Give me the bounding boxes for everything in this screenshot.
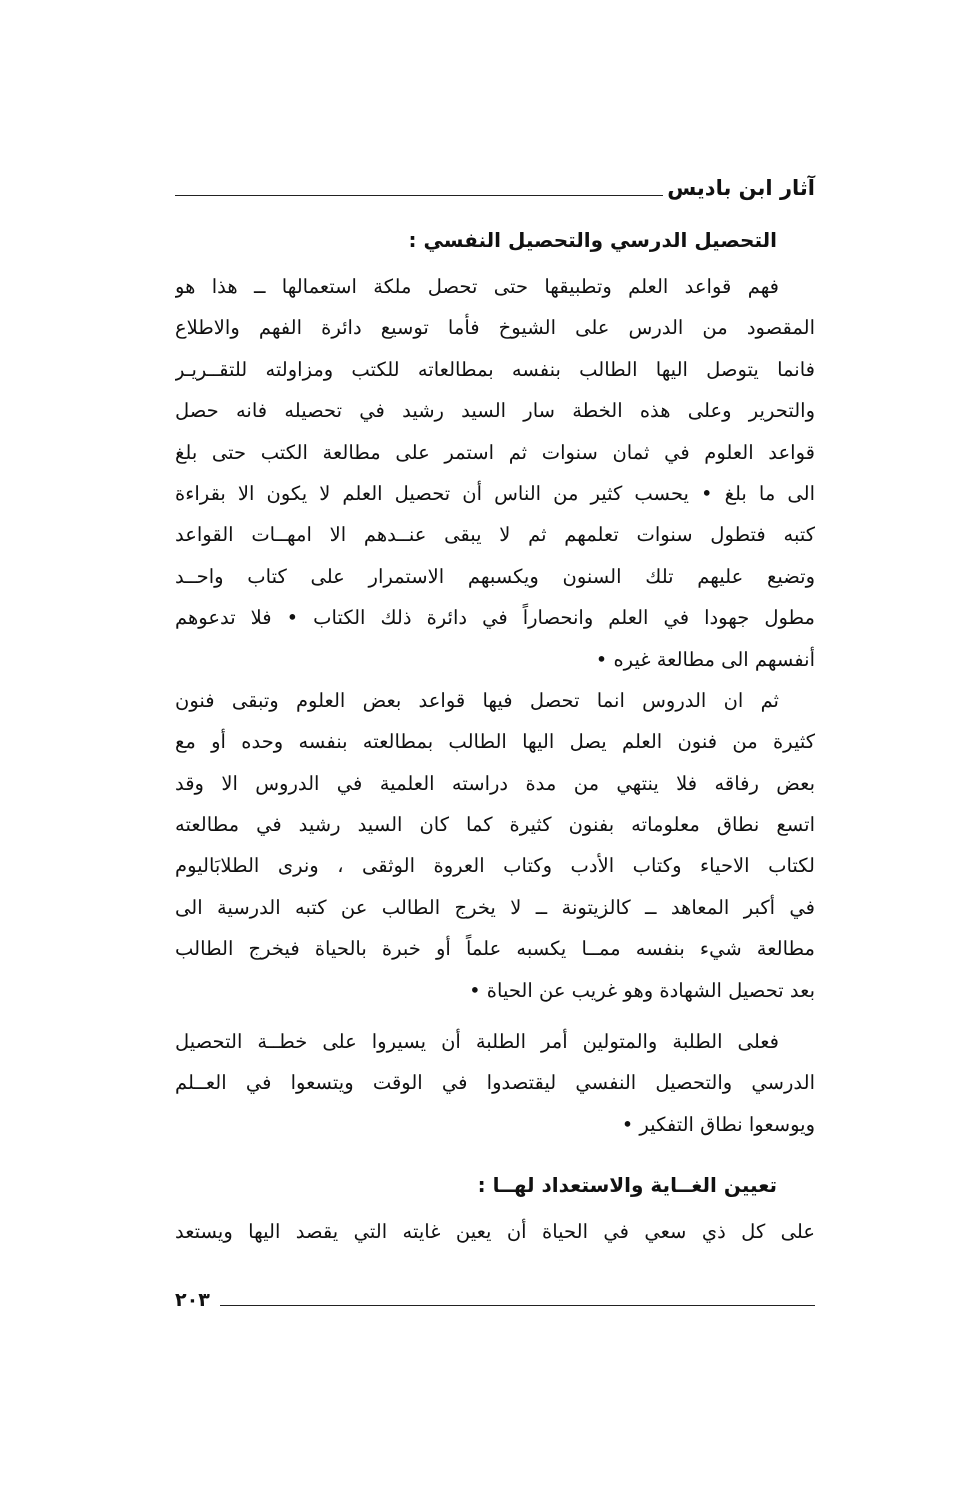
text-line: أنفسهم الى مطالعة غيره • xyxy=(595,647,815,671)
footer-rule xyxy=(220,1305,815,1306)
text-line: بعض رفاقه فلا ينتهي من مدة دراسته العلمية في الدروس الا وقد xyxy=(175,771,815,795)
text-line: على كل ذي سعي في الحياة أن يعين غايته التي يقصد اليها ويستعد xyxy=(175,1220,815,1244)
text-line: الى ما بلغ • يحسب كثير من الناس أن تحصيل العلم لا يكون الا بقراءة xyxy=(175,481,815,505)
text-line: في أكبر المعاهد ــ كالزيتونة ــ لا يخرج الطالب عن كتبه الدرسية الى xyxy=(175,895,815,919)
paragraph-2 xyxy=(175,680,815,1011)
text-line: وتضيع عليهم تلك السنون ويكسبهم الاستمرار على كتاب واحــد xyxy=(175,564,815,588)
text-line: والتحرير وعلى هذه الخطة سار السيد رشيد في تحصيله فانه حصل xyxy=(175,399,815,423)
section-heading-1: التحصيل الدرسي والتحصيل النفسي : xyxy=(408,228,777,252)
paragraph-3 xyxy=(175,1021,815,1145)
page-footer xyxy=(175,1284,815,1312)
text-line: مطالعة شيء بنفسه ممــا يكسبه علماً أو خبرة بالحياة فيخرج الطالب xyxy=(175,937,815,961)
text-line: كتبه فتطول سنوات تعلمهم ثم لا يبقى عنــدهم الا امهــات القواعد xyxy=(175,523,815,547)
text-line: فعلى الطلبة والمتولين أمر الطلبة أن يسيروا على خطــة التحصيل xyxy=(175,1030,779,1054)
page-body xyxy=(175,218,815,1253)
text-line: فانما يتوصل اليها الطالب بنفسه بمطالعاته للكتب ومزاولته للتقــريـر xyxy=(175,357,815,381)
text-line: لكتاب الاحياء وكتاب الأدب وكتاب العروة الوثقى ، ونرى الطلابَاليوم xyxy=(175,854,815,878)
text-line: قواعد العلوم في ثمان سنوات ثم استمر على مطالعة الكتب حتى بلغ xyxy=(175,440,815,464)
text-line: بعد تحصيل الشهادة وهو غريب عن الحياة • xyxy=(469,978,815,1002)
section-heading-2: تعيين الغــاية والاستعداد لهــا : xyxy=(477,1173,777,1198)
text-line: المقصود من الدرس على الشيوخ فأما توسيع دائرة الفهم والاطلاع xyxy=(175,316,815,340)
paragraph-1 xyxy=(175,266,815,680)
text-line: ثم ان الدروس انما تحصل فيها قواعد بعض العلوم وتبقى فنون xyxy=(175,688,779,712)
text-line: الدرسي والتحصيل النفسي ليقتصدوا في الوقت ويتسعوا في العــلم xyxy=(175,1071,815,1095)
running-title: آثار ابن باديس xyxy=(667,176,815,200)
text-line: فهم قواعد العلم وتطبيقها حتى تحصل ملكة استعمالها ــ هذا هو xyxy=(175,275,779,298)
header-rule xyxy=(175,195,663,196)
text-line: اتسع نطاق معلوماته بفنون كثيرة كما كان السيد رشيد في مطالعته xyxy=(175,813,815,837)
text-line: ويوسعوا نطاق التفكير • xyxy=(621,1112,815,1136)
page-number: ٢٠٣ xyxy=(175,1289,210,1311)
text-line: مطول جهودا في العلم وانحصاراً في دائرة ذلك الكتاب • فلا تدعوهم xyxy=(175,606,815,630)
paragraph-4 xyxy=(175,1211,815,1252)
running-header xyxy=(175,170,815,200)
text-line: كثيرة من فنون العلم يصل اليها الطالب بمطالعته بنفسه وحده أو مع xyxy=(175,730,815,754)
